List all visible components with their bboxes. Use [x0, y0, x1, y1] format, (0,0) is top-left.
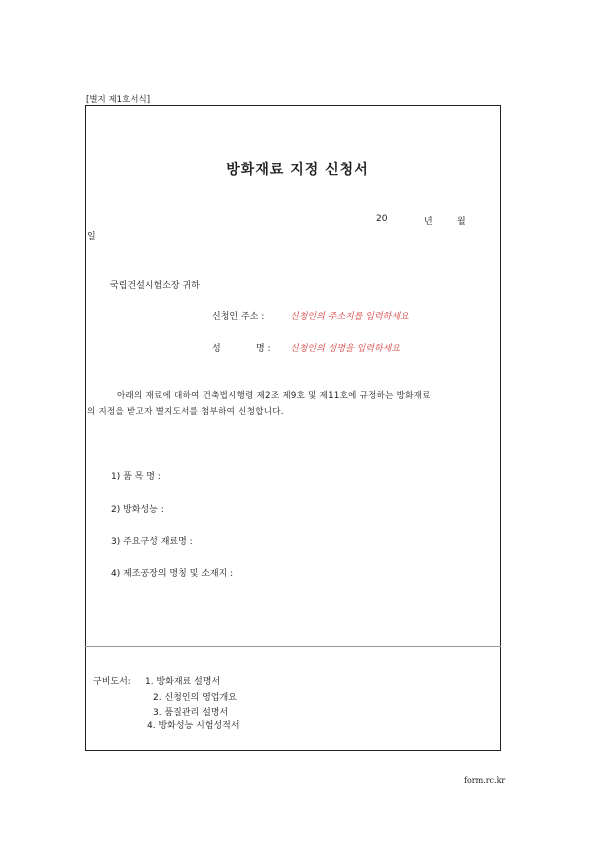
item-product-name: 1) 품 목 명 : — [111, 472, 161, 482]
applicant-name-label-second: 명 : — [256, 344, 271, 354]
attachments-label: 구비도서: — [93, 677, 131, 687]
date-year-prefix: 20 — [376, 214, 388, 224]
applicant-name-field[interactable]: 신청인의 성명을 입력하세요 — [290, 344, 401, 354]
attachment-item: 3. 품질관리 설명서 — [153, 708, 229, 718]
section-divider — [85, 646, 501, 647]
form-title: 방화재료 지정 신청서 — [226, 162, 369, 178]
item-factory-location: 4) 제조공장의 명칭 및 소재지 : — [111, 569, 234, 579]
footer-source: form.rc.kr — [464, 776, 506, 785]
date-day-unit: 일 — [87, 232, 96, 242]
addressee: 국립건설시험소장 귀하 — [110, 281, 200, 291]
body-text-line-1: 아래의 재료에 대하여 건축법시행령 제2조 제9호 및 제11호에 규정하는 방화재료 — [117, 391, 431, 401]
item-fire-performance: 2) 방화성능 : — [111, 505, 164, 515]
attachment-item: 4. 방화성능 시험성적서 — [147, 721, 240, 731]
attachment-item: 1. 방화재료 설명서 — [145, 677, 221, 687]
attachment-item: 2. 신청인의 영업개요 — [153, 693, 237, 703]
date-month-unit: 월 — [457, 217, 466, 227]
item-main-materials: 3) 주요구성 재료명 : — [111, 537, 193, 547]
applicant-name-label-first: 성 — [212, 344, 221, 354]
form-border — [85, 105, 501, 751]
body-text-line-2: 의 지정을 받고자 별지도서를 첨부하여 신청합니다. — [87, 407, 284, 417]
applicant-address-label: 신청인 주소 : — [212, 312, 265, 322]
applicant-address-field[interactable]: 신청인의 주소지를 입력하세요 — [290, 312, 409, 322]
date-year-unit: 년 — [424, 217, 433, 227]
form-number-label: [별지 제1호서식] — [86, 95, 151, 105]
